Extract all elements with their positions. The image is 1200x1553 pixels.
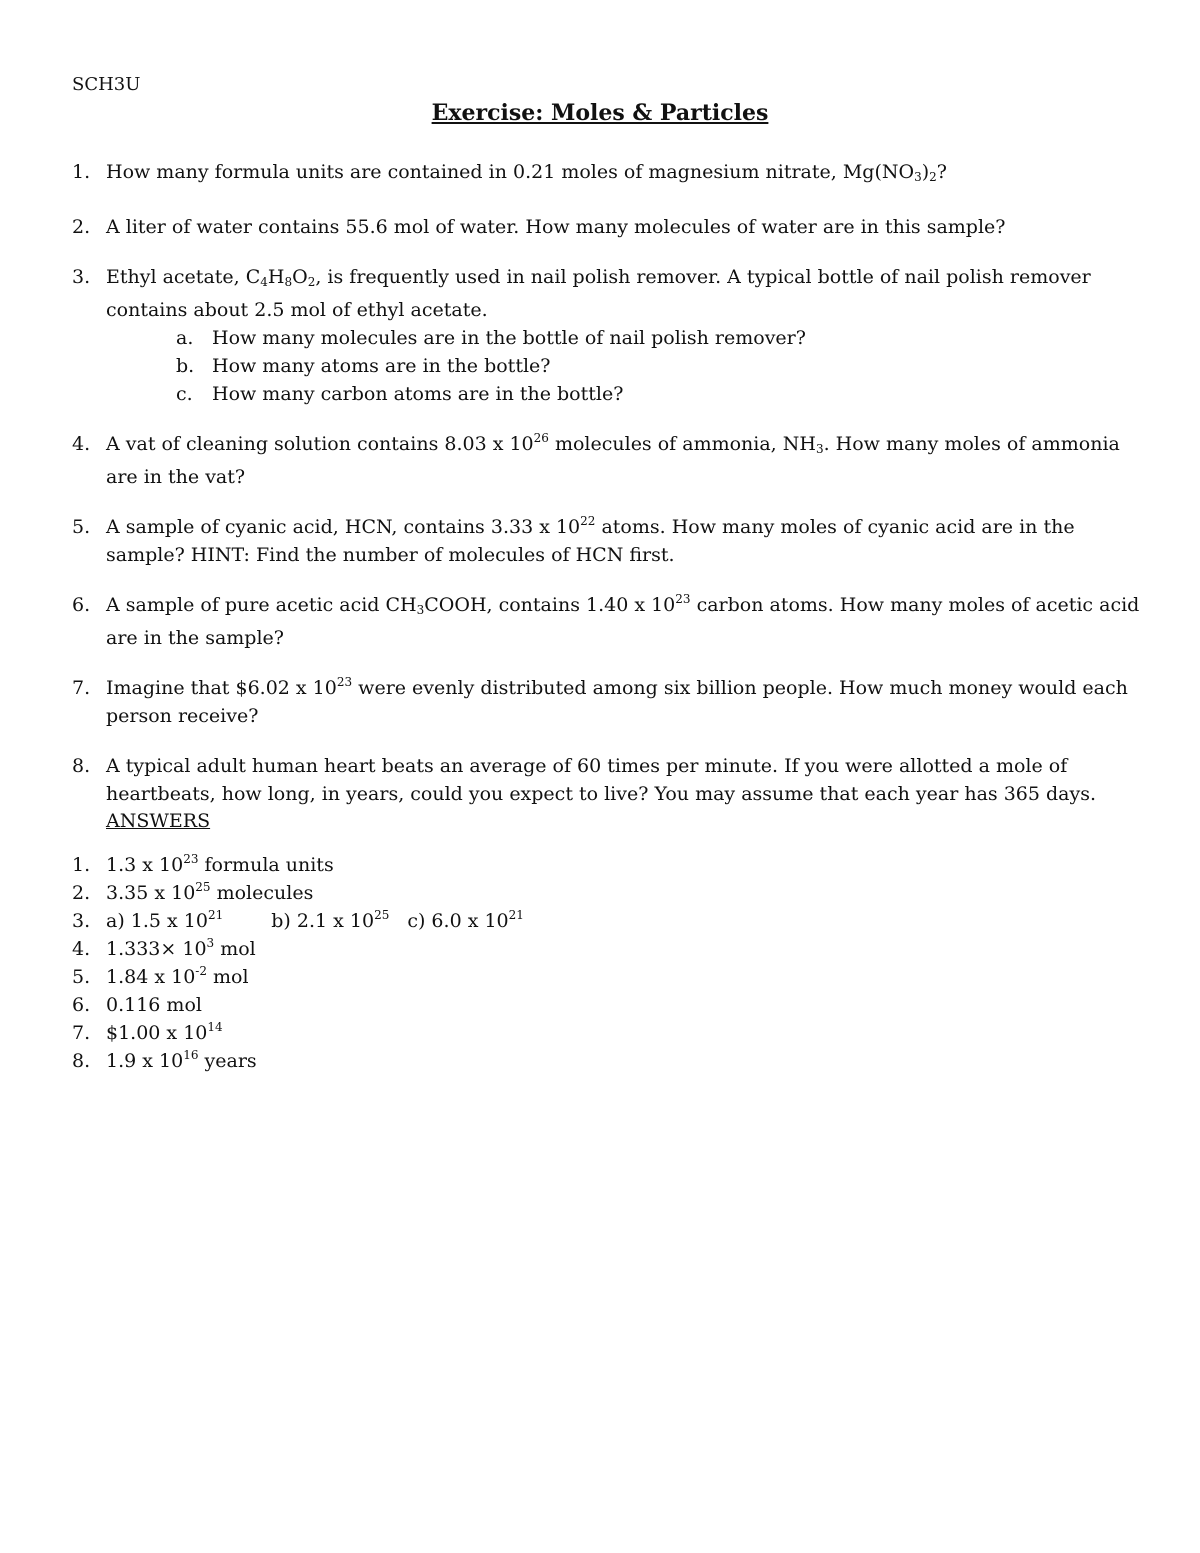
answer-number: 7. <box>72 1022 91 1044</box>
text-run: 1.9 x 10 <box>106 1050 184 1072</box>
subscript: 4 <box>260 275 268 289</box>
text-run: molecules <box>210 882 314 904</box>
page-title: Exercise: Moles & Particles <box>431 100 769 126</box>
superscript: -2 <box>195 964 207 978</box>
question-number: 3. <box>72 266 91 288</box>
question-text: A liter of water contains 55.6 mol of water. How many molecules of water are in this sample? <box>106 216 1006 238</box>
question-7 <box>72 674 1142 730</box>
subscript: 3 <box>914 170 922 184</box>
superscript: 3 <box>206 936 215 950</box>
text-run: How many formula units are contained in 0.21 moles of magnesium nitrate, Mg(NO <box>106 161 915 183</box>
superscript: 23 <box>675 592 691 606</box>
question-list <box>72 158 1142 830</box>
answer-text: 0.116 mol <box>106 994 202 1016</box>
text-run: were evenly distributed among six billion people. How much money would each person receive? <box>106 677 1128 727</box>
question-text <box>106 513 1142 569</box>
question-number: 2. <box>72 216 91 238</box>
question-number: 5. <box>72 516 91 538</box>
superscript: 25 <box>374 908 390 922</box>
subquestion-text: How many atoms are in the bottle? <box>212 355 551 377</box>
question-3 <box>72 263 1142 408</box>
text-run: A sample of cyanic acid, HCN, contains 3.33 x 10 <box>106 516 581 538</box>
subscript: 3 <box>416 603 425 617</box>
subquestion-letter: c. <box>176 383 193 405</box>
answer-4 <box>72 935 524 963</box>
text-run: Imagine that $6.02 x 10 <box>106 677 337 699</box>
question-number: 1. <box>72 161 91 183</box>
question-5 <box>72 513 1142 569</box>
answer-text <box>106 907 524 935</box>
answer-3 <box>72 907 524 935</box>
text-run: . How many moles of ammonia are in the vat? <box>106 433 1120 488</box>
subquestion-letter: b. <box>176 355 195 377</box>
answer-number: 2. <box>72 882 91 904</box>
text-run: $1.00 x 10 <box>106 1022 208 1044</box>
course-code: SCH3U <box>72 74 141 95</box>
subscript: 3 <box>815 442 824 456</box>
superscript: 25 <box>195 880 211 894</box>
text-run: 1.3 x 10 <box>106 854 184 876</box>
subquestion-c <box>176 380 1142 408</box>
answer-text <box>106 1019 223 1047</box>
text-run: c) 6.0 x 10 <box>407 910 509 932</box>
text-run: b) 2.1 x 10 <box>271 910 375 932</box>
answer-1 <box>72 851 524 879</box>
subquestion-text: How many carbon atoms are in the bottle? <box>212 383 624 405</box>
text-run: H <box>267 266 285 288</box>
question-2 <box>72 213 1142 241</box>
answer-number: 6. <box>72 994 91 1016</box>
answer-8 <box>72 1047 524 1075</box>
superscript: 23 <box>183 852 199 866</box>
answer-5 <box>72 963 524 991</box>
answer-text <box>106 1047 257 1075</box>
question-stem <box>106 263 1142 324</box>
answer-number: 4. <box>72 938 91 960</box>
question-4 <box>72 430 1142 491</box>
question-number: 8. <box>72 755 91 777</box>
answer-list <box>72 851 524 1075</box>
superscript: 14 <box>207 1020 223 1034</box>
subquestion-text: How many molecules are in the bottle of nail polish remover? <box>212 327 806 349</box>
answer-text <box>106 935 256 963</box>
superscript: 23 <box>336 675 353 689</box>
text-run: a) 1.5 x 10 <box>106 910 208 932</box>
superscript: 16 <box>183 1048 199 1062</box>
text-run: ) <box>921 161 930 183</box>
question-1 <box>72 158 1142 191</box>
answer-number: 8. <box>72 1050 91 1072</box>
subscript: 8 <box>284 275 293 289</box>
text-run: Ethyl acetate, C <box>106 266 261 288</box>
text-run: molecules of ammonia, NH <box>548 433 816 455</box>
text-run: O <box>292 266 308 288</box>
subscript: 2 <box>929 170 937 184</box>
question-text: A typical adult human heart beats an average of 60 times per minute. If you were allotted a mole of heartbeats, how long, in years, could you expect to live? You may assume that each year has 365 days. <box>106 755 1097 805</box>
superscript: 21 <box>207 908 224 922</box>
text-run: ? <box>936 161 947 183</box>
answer-text <box>106 963 249 991</box>
answer-number: 1. <box>72 854 91 876</box>
text-run: mol <box>214 938 256 960</box>
superscript: 26 <box>533 431 549 445</box>
subquestion-a <box>176 324 1142 352</box>
answer-text <box>106 879 313 907</box>
answer-2 <box>72 879 524 907</box>
question-text <box>106 430 1142 491</box>
question-8 <box>72 752 1142 808</box>
text-run: carbon atoms. How many moles of acetic acid are in the sample? <box>106 594 1140 649</box>
answer-6 <box>72 991 524 1019</box>
question-text <box>106 674 1142 730</box>
text-run: years <box>198 1050 257 1072</box>
superscript: 22 <box>580 514 596 528</box>
text-run: A vat of cleaning solution contains 8.03 x 10 <box>106 433 534 455</box>
answer-number: 5. <box>72 966 91 988</box>
question-number: 4. <box>72 433 91 455</box>
text-run: 1.333× 10 <box>106 938 207 960</box>
subquestion-b <box>176 352 1142 380</box>
question-text <box>106 263 1142 408</box>
text-run: A sample of pure acetic acid CH <box>106 594 417 616</box>
question-text <box>106 591 1142 652</box>
text-run: 3.35 x 10 <box>106 882 196 904</box>
subquestion-letter: a. <box>176 327 194 349</box>
text-run: , is frequently used in nail polish remover. A typical bottle of nail polish remover contains about 2.5 mol of ethyl acetate. <box>106 266 1091 321</box>
text-run: 1.84 x 10 <box>106 966 196 988</box>
answer-7 <box>72 1019 524 1047</box>
text-run: formula units <box>198 854 334 876</box>
text-run: COOH, contains 1.40 x 10 <box>424 594 676 616</box>
question-number: 6. <box>72 594 91 616</box>
subscript: 2 <box>307 275 316 289</box>
superscript: 21 <box>508 908 524 922</box>
question-text <box>106 158 1142 191</box>
question-number: 7. <box>72 677 91 699</box>
answers-heading: ANSWERS <box>106 810 211 832</box>
text-run: mol <box>206 966 249 988</box>
answer-number: 3. <box>72 910 91 932</box>
text-run: atoms. How many moles of cyanic acid are in the sample? HINT: Find the number of molecules of HCN first. <box>106 516 1075 566</box>
question-6 <box>72 591 1142 652</box>
answer-text <box>106 851 334 879</box>
